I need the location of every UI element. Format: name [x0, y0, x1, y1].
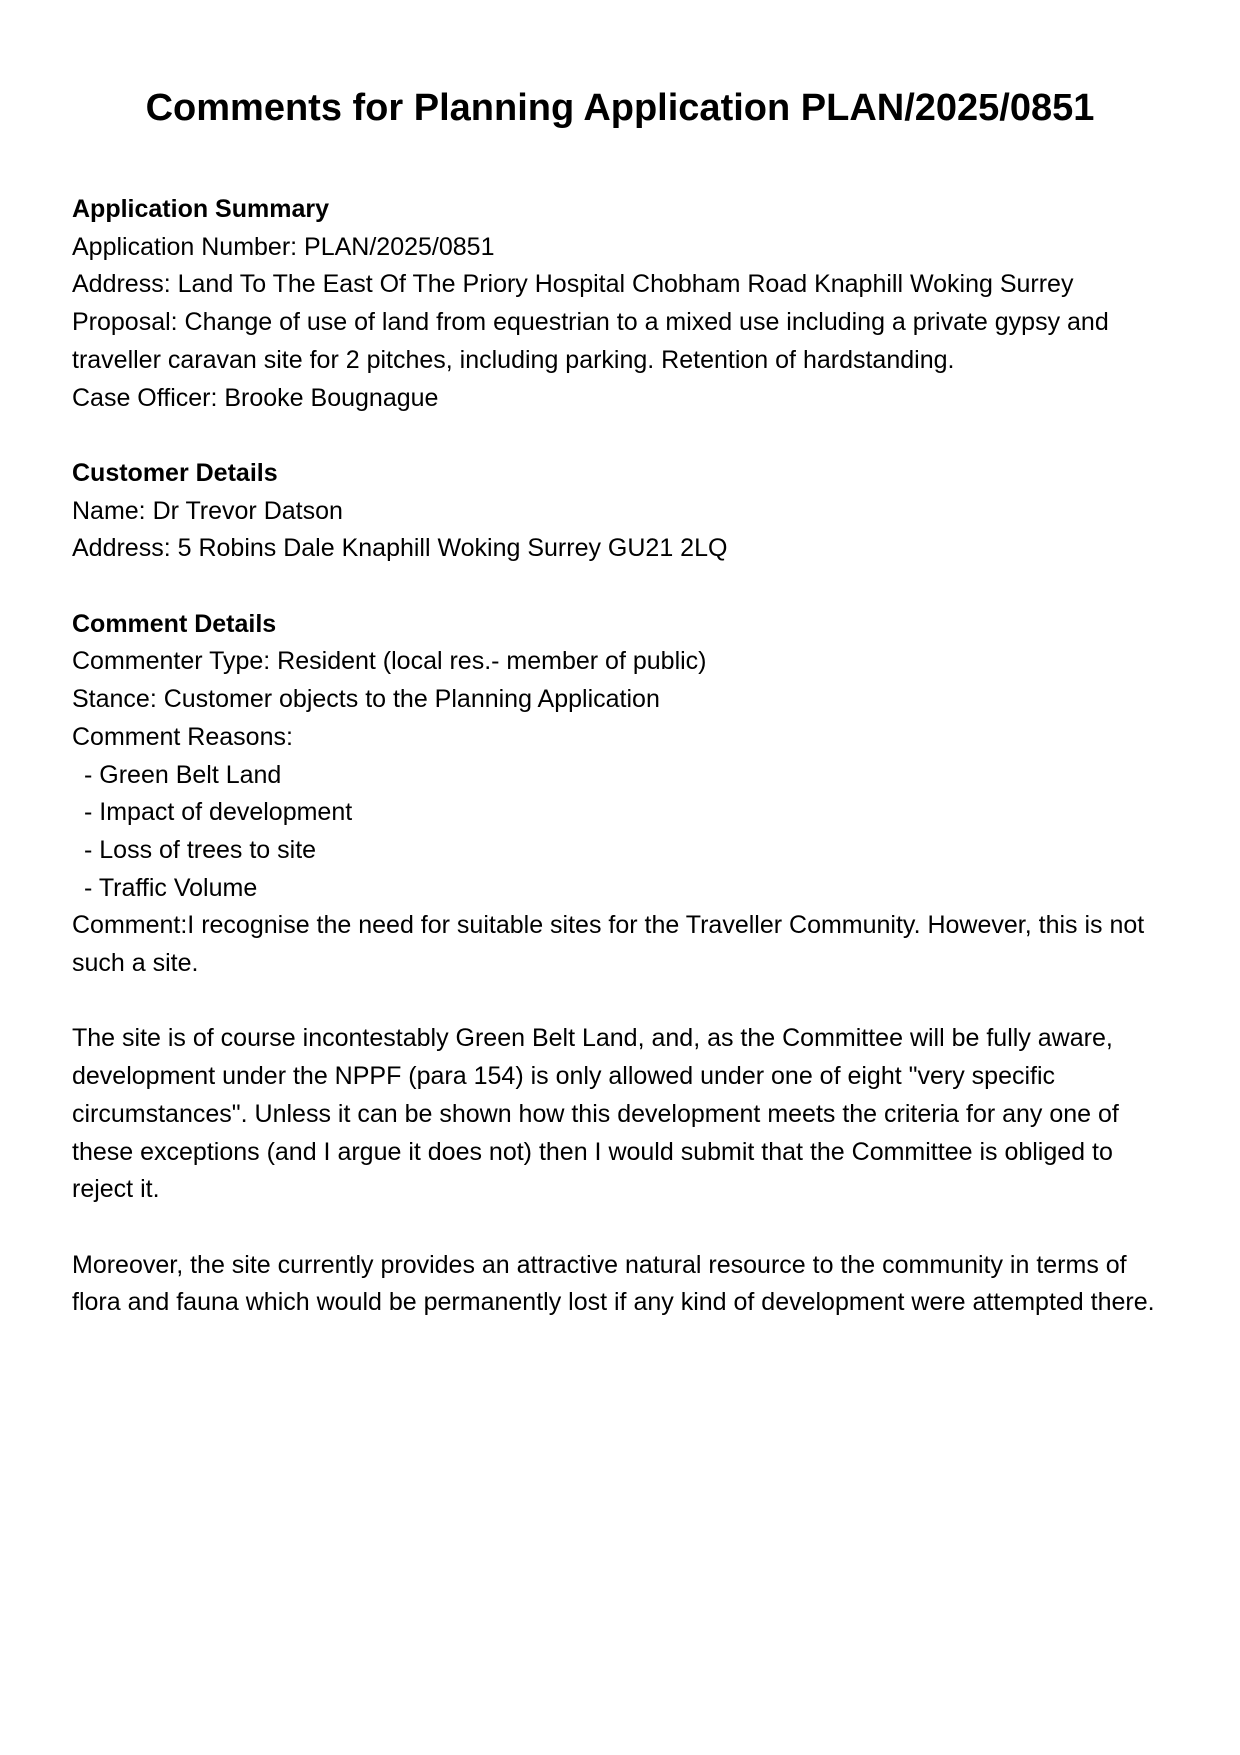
document-content: [0, 191, 1240, 1322]
application-summary-heading: Application Summary: [72, 195, 329, 223]
customer-address-line: Address: 5 Robins Dale Knaphill Woking Surrey GU21 2LQ: [72, 534, 728, 563]
application-number-line: Application Number: PLAN/2025/0851: [72, 232, 495, 261]
comment-paragraph: Moreover, the site currently provides an attractive natural resource to the community in terms of flora and fauna which would be permanently lost if any kind of development were attempted there.: [72, 1250, 1155, 1317]
stance-line: Stance: Customer objects to the Planning Application: [72, 685, 660, 714]
case-officer-line: Case Officer: Brooke Bougnague: [72, 383, 439, 412]
application-address-line: Address: Land To The East Of The Priory Hospital Chobham Road Knaphill Woking Surrey: [72, 270, 1074, 299]
comment-reason-item: - Traffic Volume: [84, 873, 258, 902]
commenter-type-line: Commenter Type: Resident (local res.- member of public): [72, 647, 707, 676]
comment-paragraph: The site is of course incontestably Green Belt Land, and, as the Committee will be fully aware, development under the NPPF (para 154) is only allowed under one of eight "very specific circumstances". Unless it can be shown how this development meets the criteria for any one of these exceptions (and I argue it does not) then I would submit that the Committee is obliged to reject it.: [72, 1024, 1119, 1204]
comment-reason-item: - Green Belt Land: [84, 760, 282, 789]
comment-details-section: [72, 606, 1168, 1322]
comment-paragraph: Comment:I recognise the need for suitable sites for the Traveller Community. However, this is not such a site.: [72, 911, 1145, 978]
comment-reason-item: - Impact of development: [84, 798, 353, 827]
comment-reasons-label: Comment Reasons:: [72, 722, 293, 751]
comment-reason-item: - Loss of trees to site: [84, 835, 317, 864]
proposal-line: Proposal: Change of use of land from equestrian to a mixed use including a private gypsy and traveller caravan site for 2 pitches, including parking. Retention of hardstanding.: [72, 308, 1109, 374]
page-title: Comments for Planning Application PLAN/2025/0851: [145, 87, 1095, 129]
customer-details-section: [72, 455, 1168, 568]
customer-details-heading: Customer Details: [72, 458, 278, 487]
comment-details-heading: Comment Details: [72, 609, 277, 638]
application-summary-section: [72, 191, 1168, 417]
customer-name-line: Name: Dr Trevor Datson: [72, 496, 343, 525]
